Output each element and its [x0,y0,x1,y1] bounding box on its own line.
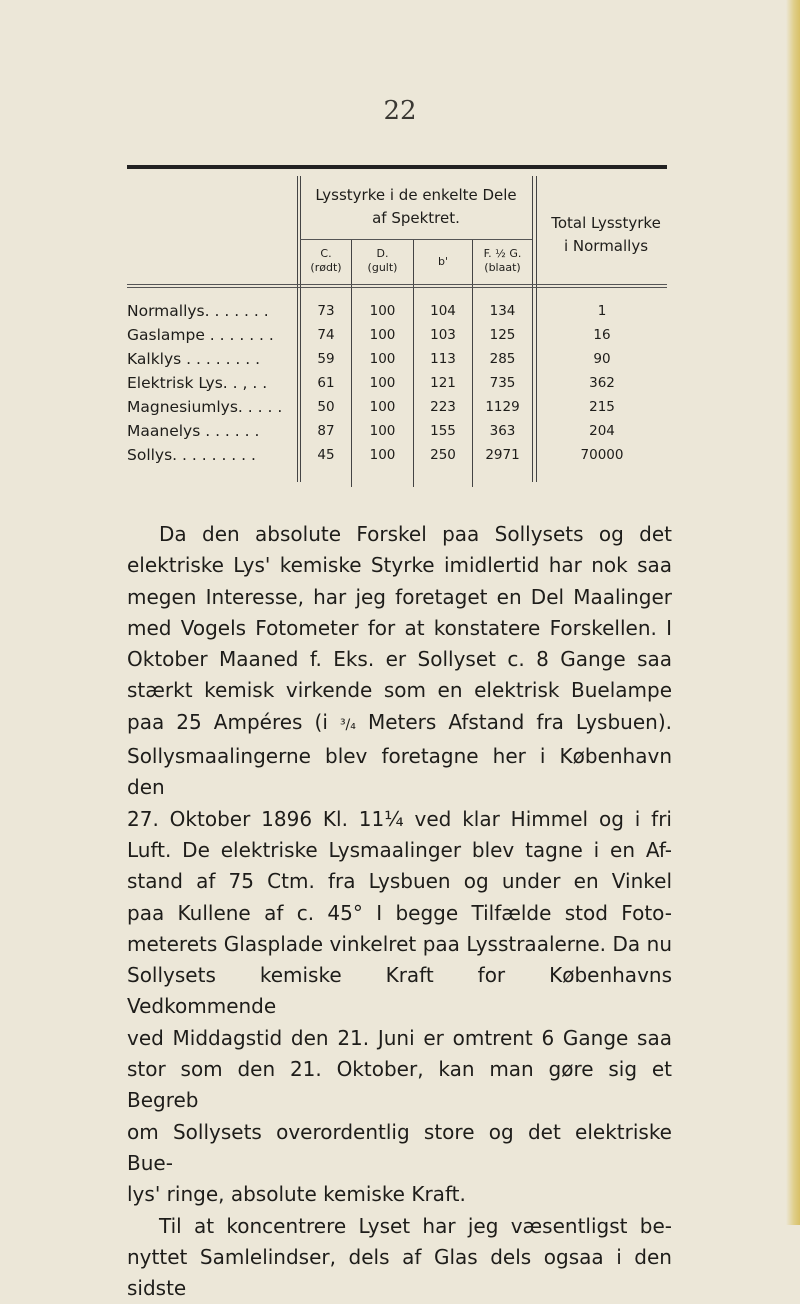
cell-c: 50 [317,399,335,415]
cell-c: 59 [317,351,335,367]
text-fragment: I begge Tilfælde stod Foto- [376,900,672,925]
group-header-line2: af Spektret. [372,209,460,227]
cell-f: 1129 [485,399,520,415]
text-line: stand af 75 Ctm. fra Lysbuen og under en Vinkel [127,869,672,894]
cell-total: 204 [589,423,615,439]
cell-c: 45 [317,447,335,463]
group-header-rule [300,239,532,240]
subheader-d-name: (gult) [367,261,398,274]
text-line: lys' ringe, absolute kemiske Kraft. [127,1182,466,1207]
text-line: stor som den 21. Oktober, kan man gøre sig et Begreb [127,1057,672,1113]
cell-f: 735 [489,375,516,391]
cell-d: 100 [369,351,396,367]
cell-total: 362 [589,375,615,391]
cell-d: 100 [369,327,396,343]
cell-b: 121 [430,375,456,391]
subheader-c-name: (rødt) [310,261,342,274]
table-top-rule [127,165,667,169]
cell-f: 134 [489,303,516,319]
cell-total: 1 [597,303,607,319]
cell-total: 90 [593,351,611,367]
cell-f: 285 [489,351,516,367]
cell-c: 73 [317,303,335,319]
cell-total: 16 [593,327,611,343]
cell-c: 87 [317,423,335,439]
row-label: Kalklys . . . . . . . . [127,350,261,368]
text-line: Oktober Maaned f. Eks. er Sollyset c. 8 Gange saa [127,647,672,672]
page-edge [786,0,800,1225]
subheader-d-symbol: D. [376,247,389,260]
cell-f: 363 [489,423,516,439]
text-line: med Vogels Fotometer for at konstatere Forskellen. I [127,615,672,640]
total-header-line1: Total Lysstyrke [551,214,661,232]
text-line: om Sollysets overordentlig store og det elektriske Bue- [127,1119,672,1175]
cell-c: 61 [317,375,335,391]
cell-f: 2971 [485,447,520,463]
text-line: Sollysmaalingerne blev foretagne her i København den [127,744,672,800]
table-divider-label [297,176,298,482]
text-line: meterets Glasplade vinkelret paa Lysstraalerne. Da nu [127,931,672,956]
text-fragment: paa Kullene af c. 45° [127,900,363,925]
text-fragment: ved klar Himmel og i fri [414,806,672,831]
cell-d: 100 [369,447,396,463]
cell-total: 215 [589,399,615,415]
page-number: 22 [383,96,417,126]
subheader-f-symbol: F. ½ G. [483,247,522,260]
fraction: 11¼ [358,806,404,831]
cell-d: 100 [369,303,396,319]
cell-b: 250 [430,447,456,463]
cell-b: 155 [430,423,456,439]
subheader-b-symbol: b' [437,255,448,268]
text-line: Til at koncentrere Lyset har jeg væsentligst be- [159,1213,672,1238]
header-rule-double [127,287,667,288]
row-label: Magnesiumlys. . . . . [127,398,283,416]
text-line: elektriske Lys' kemiske Styrke imidlertid har nok saa [127,553,672,578]
text-line [127,898,672,929]
cell-f: 125 [489,327,516,343]
cell-total: 70000 [580,447,624,463]
total-header-line2: i Normallys [563,237,649,255]
cell-c: 74 [317,327,335,343]
row-label: Sollys. . . . . . . . . [127,446,256,464]
subheader-c-symbol: C. [320,247,332,260]
header-rule [127,284,667,285]
subheader-f-name: (blaat) [484,261,521,274]
text-line: nyttet Samlelindser, dels af Glas dels ogsaa i den sidste [127,1244,672,1301]
text-fragment: paa 25 Ampéres (i [127,709,328,734]
text-line: megen Interesse, har jeg foretaget en Del Maalinger [127,584,672,609]
text-fragment: Meters Afstand fra Lysbuen). [367,709,672,734]
row-label: Normallys. . . . . . . [127,302,269,320]
group-header-line1: Lysstyrke i de enkelte Dele [315,186,517,204]
cell-b: 104 [430,303,456,319]
row-label: Maanelys . . . . . . [127,422,260,440]
cell-b: 223 [430,399,456,415]
text-line: Da den absolute Forskel paa Sollysets og det [159,522,672,546]
text-line: stærkt kemisk virkende som en elektrisk Buelampe [127,678,672,703]
text-fragment: 27. Oktober 1896 Kl. [127,806,348,831]
cell-d: 100 [369,375,396,391]
text-line [127,707,672,741]
row-label: Elektrisk Lys. . , . . [127,374,268,392]
cell-d: 100 [369,399,396,415]
body-text [127,519,672,1304]
cell-b: 113 [430,351,456,367]
text-line [127,804,672,835]
table-divider-total [532,176,533,482]
fraction: ³/₄ [339,716,356,733]
text-line: ved Middagstid den 21. Juni er omtrent 6 Gange saa [127,1025,672,1050]
text-line: Sollysets kemiske Kraft for Københavns Vedkommende [127,963,672,1019]
text-line: Luft. De elektriske Lysmaalinger blev tagne i en Af- [127,837,672,862]
cell-b: 103 [430,327,456,343]
row-label: Gaslampe . . . . . . . [127,326,274,344]
cell-d: 100 [369,423,396,439]
